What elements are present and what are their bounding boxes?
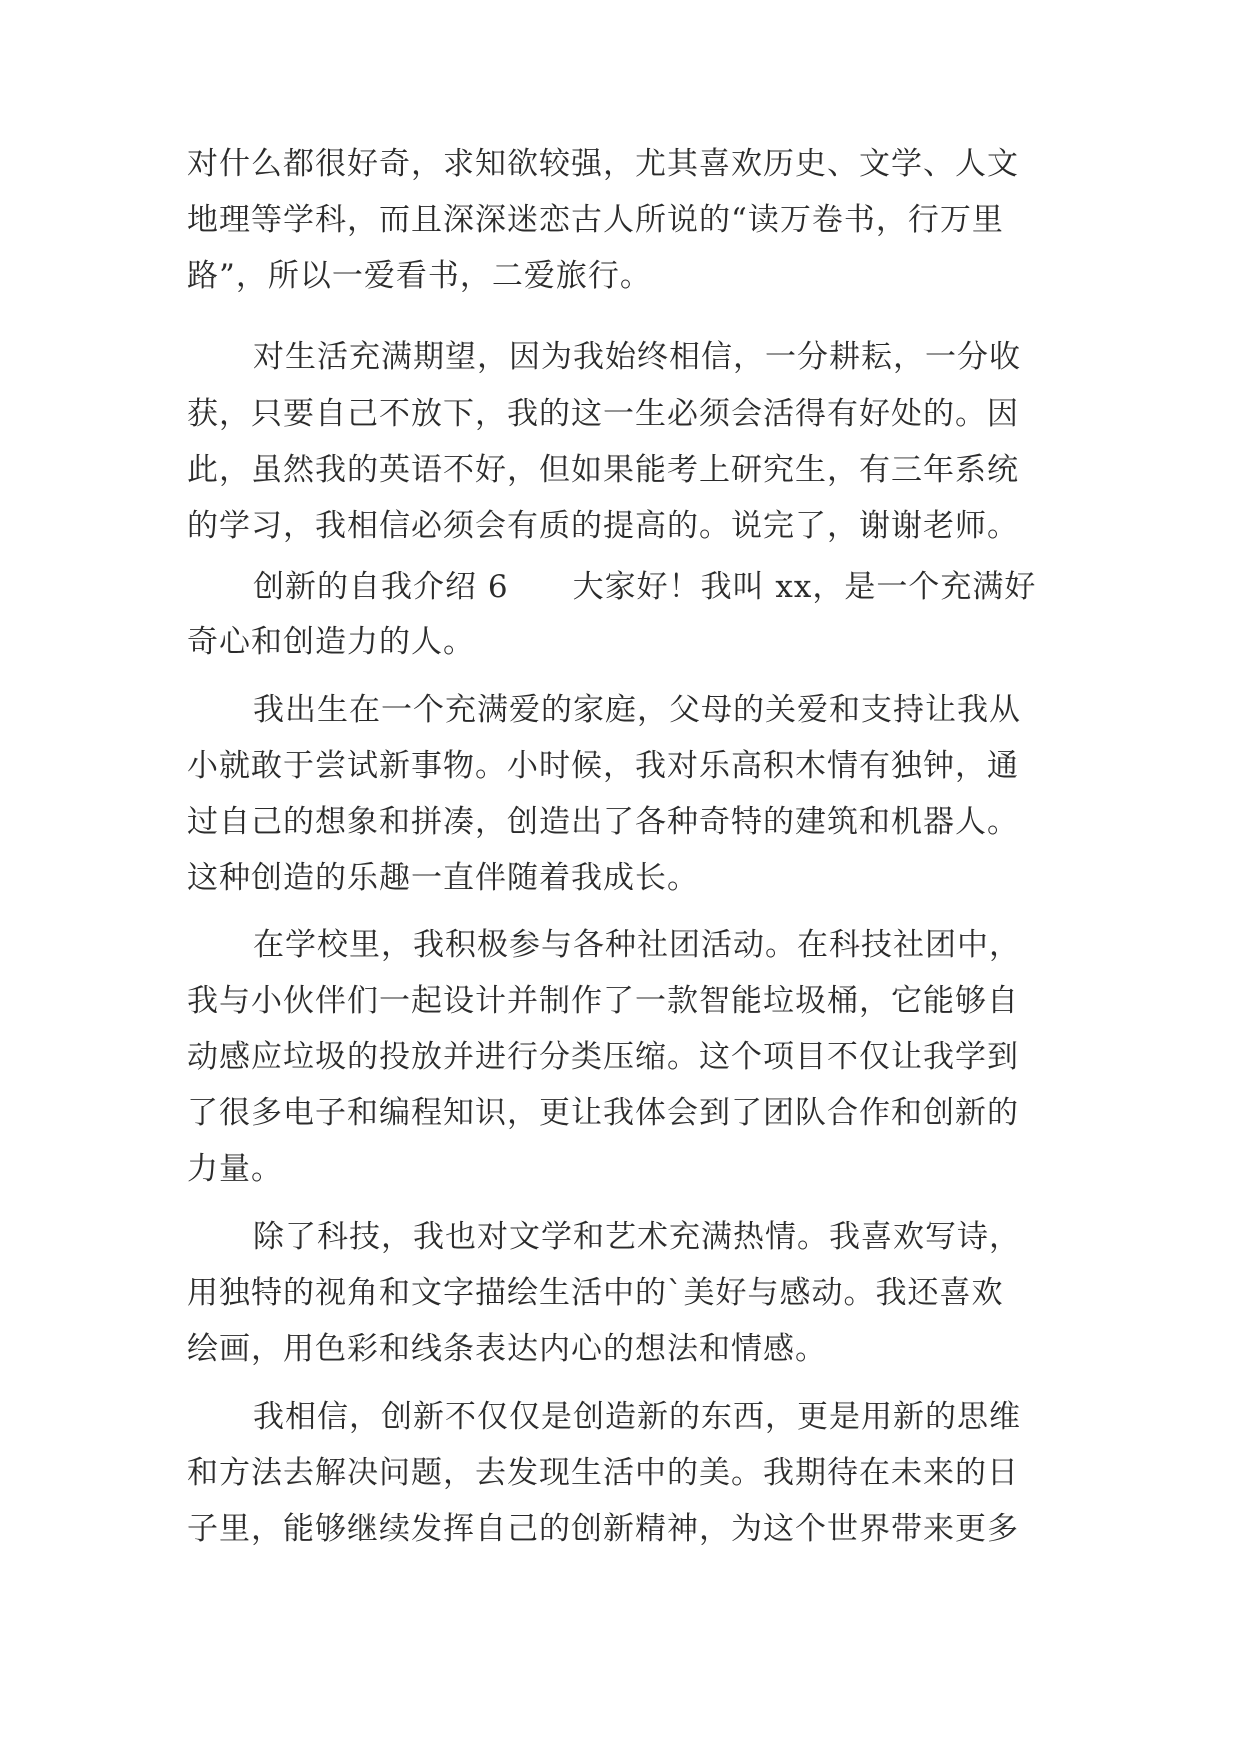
text-line: 在学校里，我积极参与各种社团活动。在科技社团中， — [253, 927, 1021, 963]
text-line: 此，虽然我的英语不好，但如果能考上研究生，有三年系统 — [187, 452, 1019, 488]
text-line: 小就敢于尝试新事物。小时候，我对乐高积木情有独钟，通 — [187, 748, 1019, 784]
text-line: 动感应垃圾的投放并进行分类压缩。这个项目不仅让我学到 — [187, 1039, 1019, 1075]
text-line: 我与小伙伴们一起设计并制作了一款智能垃圾桶，它能够自 — [187, 983, 1019, 1019]
text-line: 我相信，创新不仅仅是创造新的东西，更是用新的思维 — [253, 1399, 1021, 1435]
text-line: 了很多电子和编程知识，更让我体会到了团队合作和创新的 — [187, 1095, 1019, 1131]
text-line: 除了科技，我也对文学和艺术充满热情。我喜欢写诗， — [253, 1219, 1021, 1255]
text-line: 和方法去解决问题，去发现生活中的美。我期待在未来的日 — [187, 1455, 1019, 1491]
text-line: 子里，能够继续发挥自己的创新精神，为这个世界带来更多 — [187, 1511, 1019, 1547]
text-line: 路”，所以一爱看书，二爱旅行。 — [187, 258, 652, 294]
text-line: 对生活充满期望，因为我始终相信，一分耕耘，一分收 — [253, 339, 1021, 375]
text-line: 用独特的视角和文字描绘生活中的`美好与感动。我还喜欢 — [187, 1275, 1004, 1311]
text-line: 创新的自我介绍 6 大家好！我叫 xx，是一个充满好 — [253, 569, 1037, 605]
text-line: 这种创造的乐趣一直伴随着我成长。 — [187, 860, 699, 896]
text-line: 力量。 — [187, 1151, 283, 1187]
text-line: 奇心和创造力的人。 — [187, 624, 475, 660]
text-line: 绘画，用色彩和线条表达内心的想法和情感。 — [187, 1331, 827, 1367]
text-line: 过自己的想象和拼凑，创造出了各种奇特的建筑和机器人。 — [187, 804, 1019, 840]
text-line: 地理等学科，而且深深迷恋古人所说的“读万卷书，行万里 — [187, 202, 1004, 238]
text-line: 获，只要自己不放下，我的这一生必须会活得有好处的。因 — [187, 396, 1019, 432]
text-line: 我出生在一个充满爱的家庭，父母的关爱和支持让我从 — [253, 692, 1021, 728]
text-line: 的学习，我相信必须会有质的提高的。说完了，谢谢老师。 — [187, 508, 1019, 544]
text-line: 对什么都很好奇，求知欲较强，尤其喜欢历史、文学、人文 — [187, 146, 1019, 182]
